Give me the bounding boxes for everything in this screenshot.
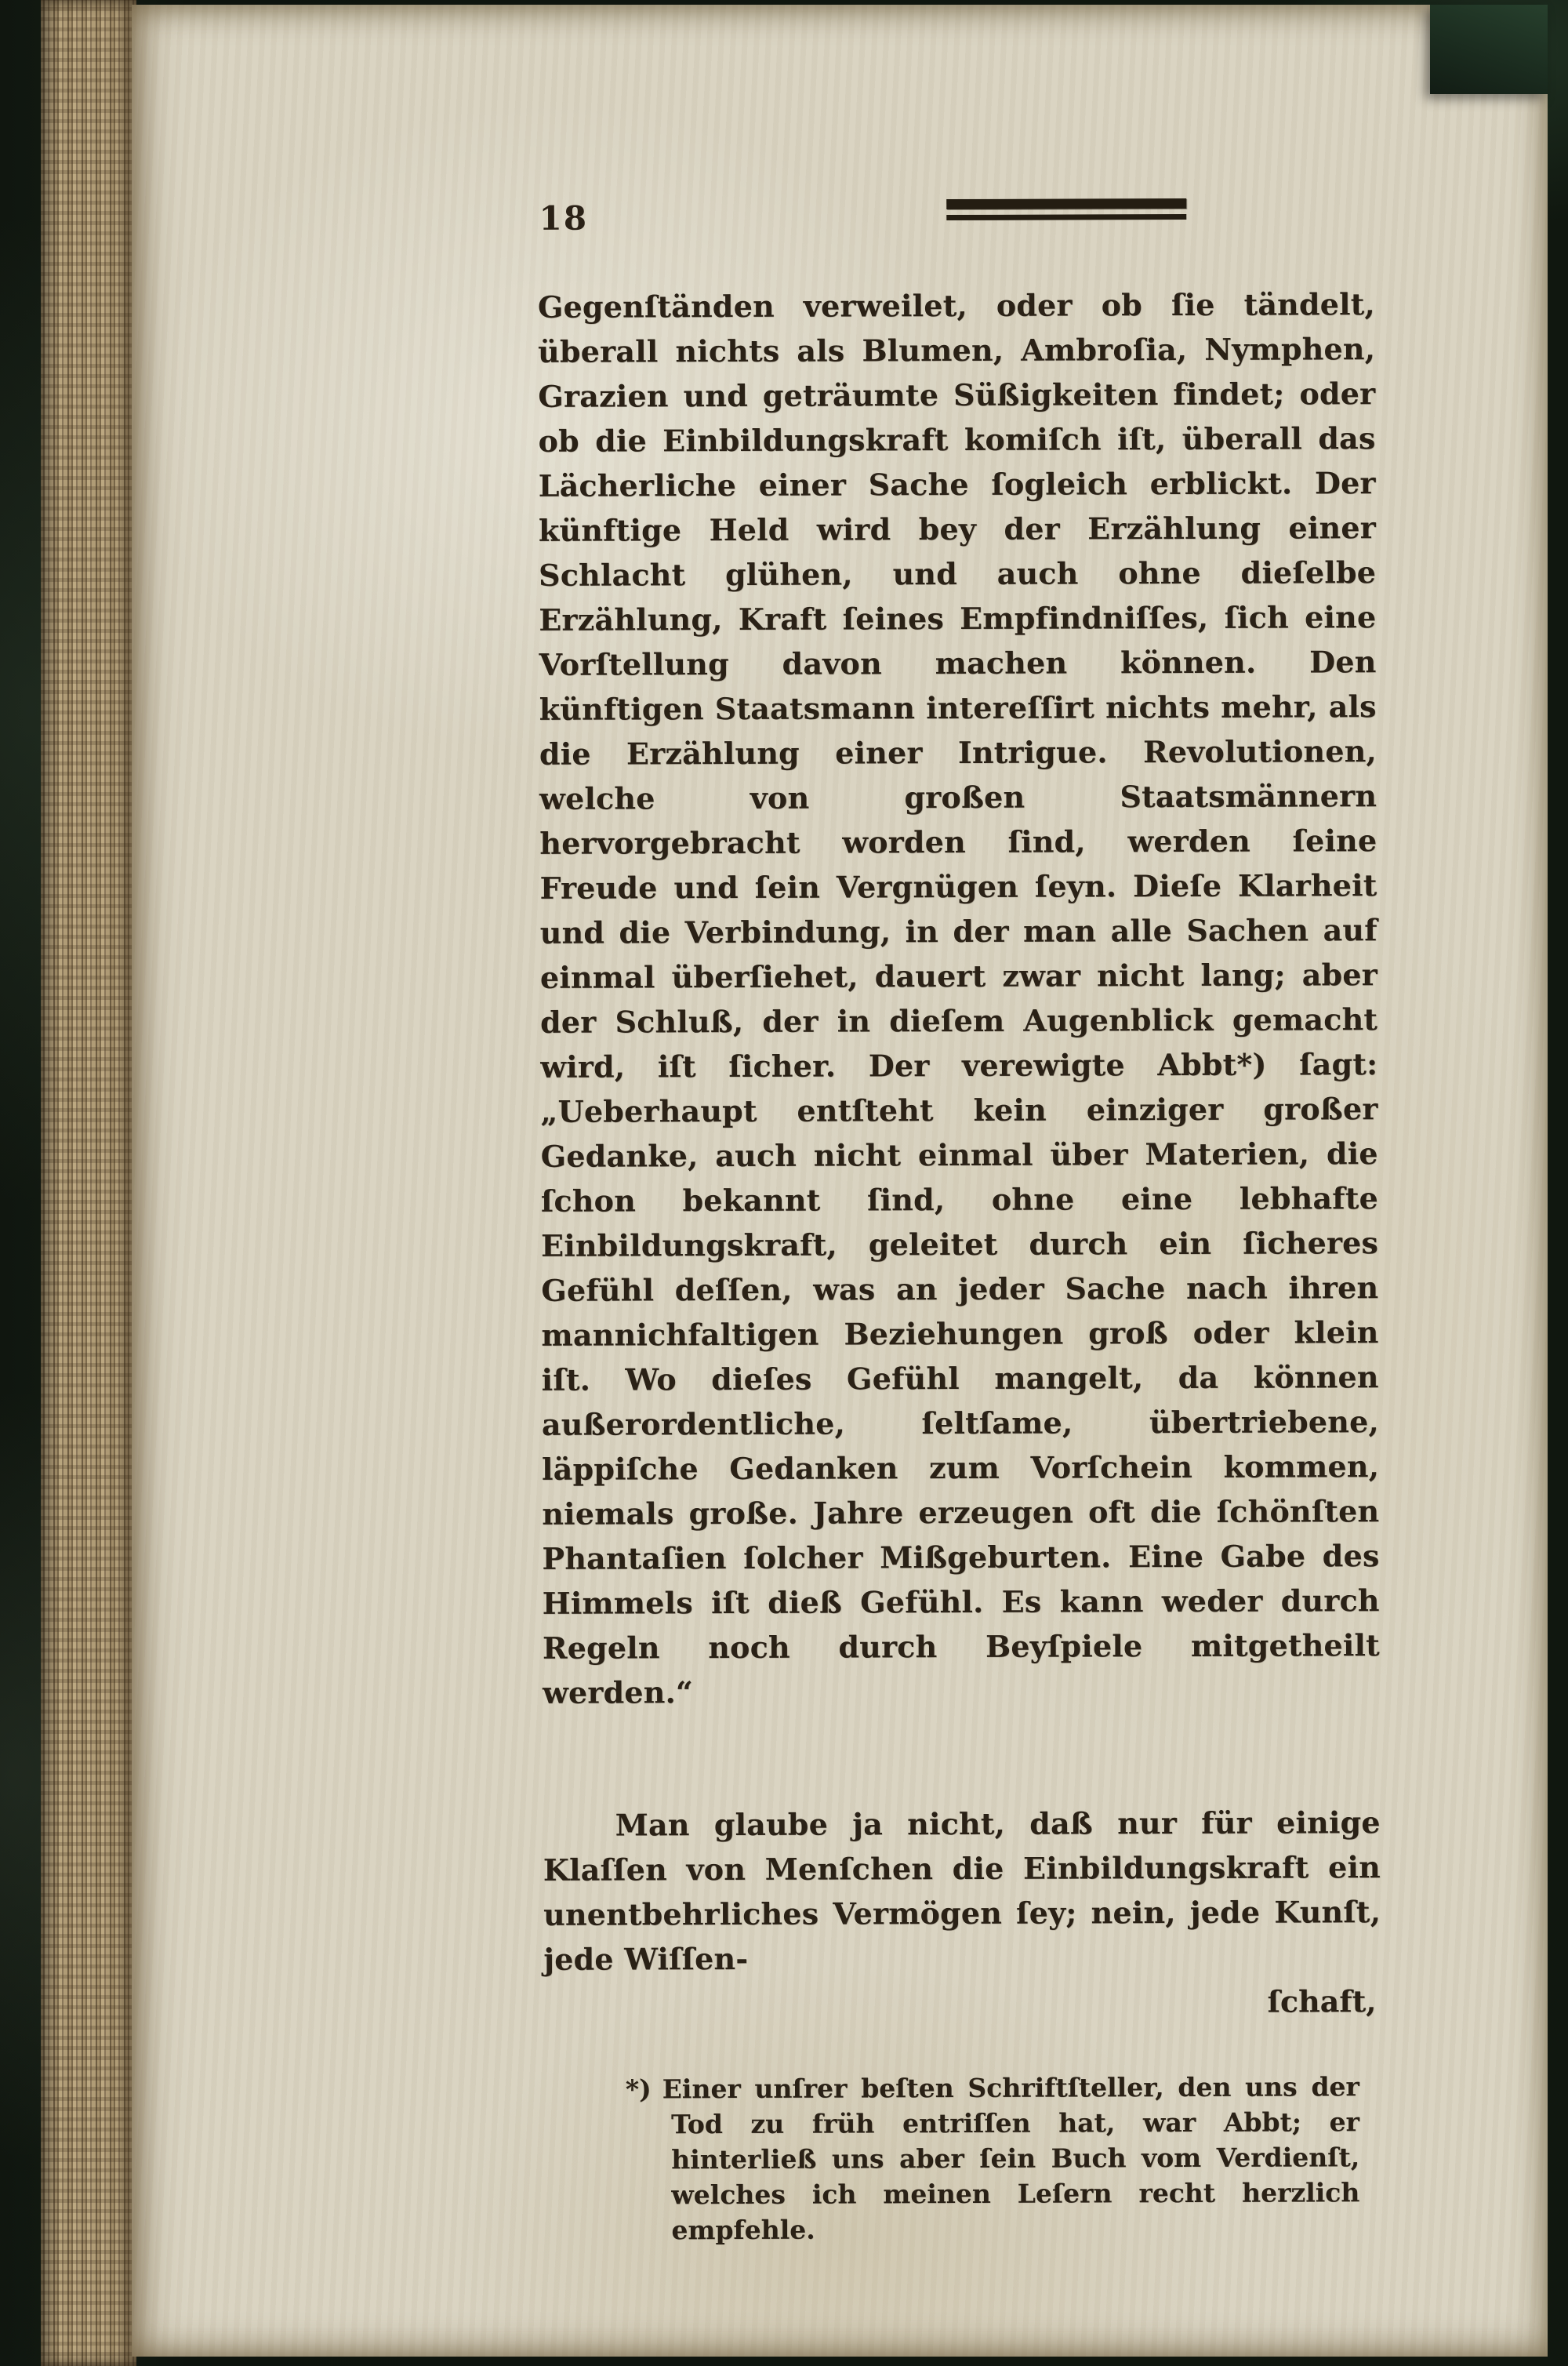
body-paragraph-2: Man glaube ja nicht, daß nur für einige Klaſſen von Menſchen die Einbildungskraft ein unentbehrliches Vermögen ſey; nein, jede Kunſt, jede Wiſſen- [543,1804,1381,1977]
rule-bar-thin [946,214,1186,220]
body-paragraph-1: Gegenſtänden verweilet, oder ob ſie tändelt, überall nichts als Blumen, Ambroſia, Nymphen, Grazien und geträumte Süßigkeiten findet; oder ob die Einbildungskraft komiſch iſt, überall das Lächerliche einer Sache ſogleich erblickt. Der künftige Held wird bey der Erzählung einer Schlacht glühen, und auch ohne dieſelbe Erzählung, Kraft ſeines Empfindniſſes, ſich eine Vorſtellung davon machen können. Den künftigen Staatsmann intereſſirt nichts mehr, als die Erzählung einer Intrigue. Revolutionen, welche von großen Staatsmännern hervorgebracht worden ſind, werden ſeine Freude und ſein Vergnügen ſeyn. Dieſe Klarheit und die Verbindung, in der man alle Sachen auf einmal überſiehet, dauert zwar nicht lang; aber der Schluß, der in dieſem Augenblick gemacht wird, iſt ſicher. Der verewigte Abbt*) ſagt: „Ueberhaupt entſteht kein einziger großer Gedanke, auch nicht einmal über Materien, die ſchon bekannt ſind, ohne eine lebhafte Einbildungskraft, geleitet durch ein ſicheres Gefühl deſſen, was an jeder Sache nach ihren mannichfaltigen Beziehungen groß oder klein iſt. Wo dieſes Gefühl mangelt, da können außerordentliche, ſeltſame, übertriebene, läppiſche Gedanken zum Vorſchein kommen, niemals große. Jahre erzeugen oft die ſchönſten Phantaſien ſolcher Mißgeburten. Eine Gabe des Himmels iſt dieß Gefühl. Es kann weder durch Regeln noch durch Beyſpiele mitgetheilt werden.“ [537,286,1380,1710]
page-header [537,191,1374,242]
page-corner-shadow [1430,5,1548,94]
footnote-text: Einer unſrer beſten Schriftſteller, den uns der Tod zu früh entriſſen hat, war Abbt; er hinterließ uns aber ſein Buch vom Verdienſt, welches ich meinen Leſern recht herzlich empfehle. [662,2071,1360,2246]
rule-bar-thick [946,198,1186,209]
catchword: ſchaft, [1267,1983,1377,2019]
page-number: 18 [539,198,589,238]
page-content [537,191,1381,2248]
footnote [626,2069,1360,2248]
book-page-edges [41,0,136,2366]
header-double-rule-ornament [946,198,1186,220]
book-page [132,5,1548,2357]
footnote-marker: *) [625,2073,652,2105]
